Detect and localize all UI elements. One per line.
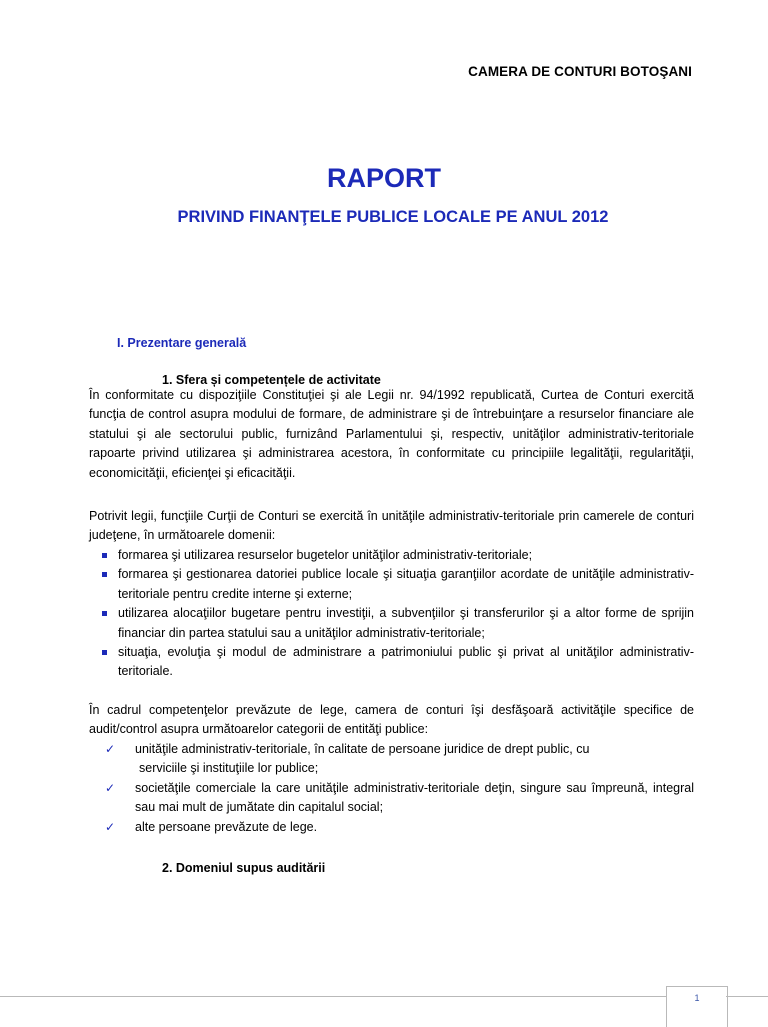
list-item-text-continued: serviciile şi instituţiile lor publice; bbox=[139, 761, 319, 776]
entities-list bbox=[89, 740, 694, 837]
subsection-heading-2: 2. Domeniul supus auditării bbox=[162, 861, 326, 875]
subsection-heading-1: 1. Sfera și competențele de activitate bbox=[162, 373, 381, 387]
list-item bbox=[89, 740, 694, 779]
footer-divider-right bbox=[726, 996, 768, 997]
list-item: formarea şi utilizarea resurselor bugetelor unităţilor administrativ-teritoriale; bbox=[89, 546, 694, 565]
list-item-text: societăţile comerciale la care unităţile administrativ-teritoriale deţin, singure sau împreună, integral sau mai mult de jumătate din capitalul social; bbox=[135, 780, 694, 815]
report-subtitle: PRIVIND FINANŢELE PUBLICE LOCALE PE ANUL 2012 bbox=[177, 208, 609, 226]
domains-list bbox=[89, 546, 694, 682]
list-item: situaţia, evoluţia şi modul de administrare a patrimoniului public şi privat al unităţilor administrativ-teritoriale. bbox=[89, 643, 694, 682]
list-item bbox=[89, 779, 694, 818]
paragraph-functions: Potrivit legii, funcţiile Curţii de Conturi se exercită în unităţile administrativ-teritoriale prin camerele de conturi judeţene, în următoarele domenii: bbox=[89, 509, 694, 543]
footer-divider bbox=[0, 996, 666, 997]
checkmark-icon: ✓ bbox=[105, 819, 116, 834]
list-item: utilizarea alocaţiilor bugetare pentru investiţii, a subvenţiilor şi transferurilor şi a altor forme de sprijin financiar din partea statului sau a unităţilor administrativ-teritoriale; bbox=[89, 604, 694, 643]
list-item bbox=[89, 818, 694, 837]
paragraph-competences: În cadrul competenţelor prevăzute de lege, camera de conturi îşi desfăşoară activităţile specifice de audit/control asupra următoarelor categorii de entităţi publice: bbox=[89, 703, 694, 737]
page-number-box bbox=[666, 986, 728, 1027]
institution-header: CAMERA DE CONTURI BOTOŞANI bbox=[468, 64, 692, 79]
section-heading: I. Prezentare generală bbox=[117, 336, 247, 350]
report-title: RAPORT bbox=[327, 163, 441, 193]
list-item-text: unităţile administrativ-teritoriale, în calitate de persoane juridice de drept public, cu bbox=[135, 742, 590, 756]
checkmark-icon: ✓ bbox=[105, 742, 116, 756]
paragraph-mandate: În conformitate cu dispoziţiile Constituţiei şi ale Legii nr. 94/1992 republicată, Curtea de Conturi exercită funcţia de control asupra modului de formare, de administrare şi de întrebuinţare a resurselor financiare ale statului şi ale sectorului public, furnizând Parlamentului şi, respectiv, unităţilor administrativ-teritoriale rapoarte privind utilizarea şi administrarea acestora, în conformitate cu principiile legalităţii, regularităţii, economicităţii, eficienţei şi eficacităţii. bbox=[89, 388, 694, 480]
page-number: 1 bbox=[694, 993, 700, 1003]
list-item-text: alte persoane prevăzute de lege. bbox=[135, 819, 318, 834]
list-item: formarea şi gestionarea datoriei publice locale şi situaţia garanţiilor acordate de unităţile administrativ-teritoriale pentru credite interne şi externe; bbox=[89, 565, 694, 604]
checkmark-icon: ✓ bbox=[105, 780, 116, 795]
